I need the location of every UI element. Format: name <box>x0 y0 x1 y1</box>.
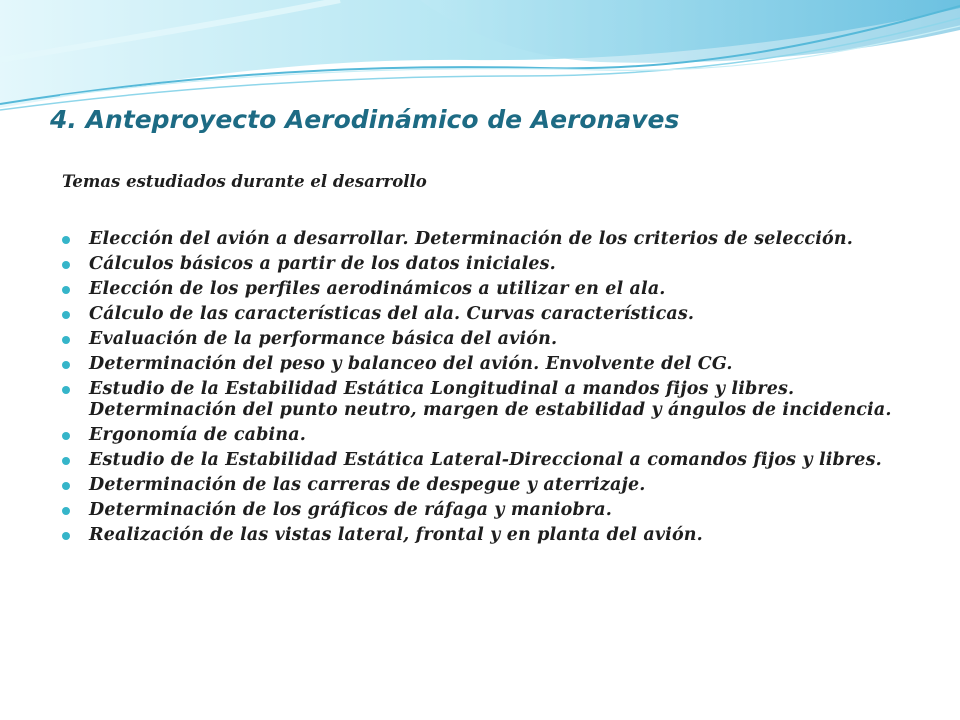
bullet-icon <box>62 236 70 244</box>
bullet-icon <box>62 361 70 369</box>
topic-text: Evaluación de la performance básica del avión. <box>89 329 558 349</box>
bullet-icon <box>62 432 70 440</box>
topic-text: Cálculos básicos a partir de los datos iniciales. <box>89 254 556 274</box>
topic-text: Cálculo de las características del ala. Curvas características. <box>89 304 695 324</box>
list-item <box>62 304 912 325</box>
bullet-icon <box>62 386 70 394</box>
list-item <box>62 525 912 546</box>
list-item <box>62 229 912 250</box>
slide-title: 4. Anteproyecto Aerodinámico de Aeronaves <box>50 105 680 134</box>
list-item <box>62 475 912 496</box>
list-item <box>62 329 912 350</box>
list-item <box>62 354 912 375</box>
topic-text: Ergonomía de cabina. <box>89 425 306 445</box>
bullet-icon <box>62 286 70 294</box>
bullet-icon <box>62 532 70 540</box>
list-item <box>62 254 912 275</box>
list-item <box>62 450 912 471</box>
topic-text: Determinación del peso y balanceo del avión. Envolvente del CG. <box>89 354 733 374</box>
topic-text: Realización de las vistas lateral, frontal y en planta del avión. <box>89 525 703 545</box>
topic-text: Determinación de las carreras de despegue y aterrizaje. <box>89 475 646 495</box>
list-item <box>62 279 912 300</box>
bullet-icon <box>62 507 70 515</box>
slide-subtitle: Temas estudiados durante el desarrollo <box>62 172 427 191</box>
header-wave-decoration <box>0 0 960 115</box>
bullet-icon <box>62 482 70 490</box>
bullet-icon <box>62 336 70 344</box>
topic-text: Determinación de los gráficos de ráfaga y maniobra. <box>89 500 612 520</box>
list-item <box>62 425 912 446</box>
bullet-icon <box>62 261 70 269</box>
list-item <box>62 379 912 421</box>
topic-list <box>62 229 912 550</box>
topic-text: Estudio de la Estabilidad Estática Lateral-Direccional a comandos fijos y libres. <box>89 450 882 470</box>
topic-text: Elección de los perfiles aerodinámicos a utilizar en el ala. <box>89 279 666 299</box>
list-item <box>62 500 912 521</box>
bullet-icon <box>62 457 70 465</box>
topic-text: Elección del avión a desarrollar. Determinación de los criterios de selección. <box>89 229 853 249</box>
bullet-icon <box>62 311 70 319</box>
topic-text: Estudio de la Estabilidad Estática Longitudinal a mandos fijos y libres. Determinación del punto neutro, margen de estabilidad y ángulos de incidencia. <box>89 379 892 420</box>
